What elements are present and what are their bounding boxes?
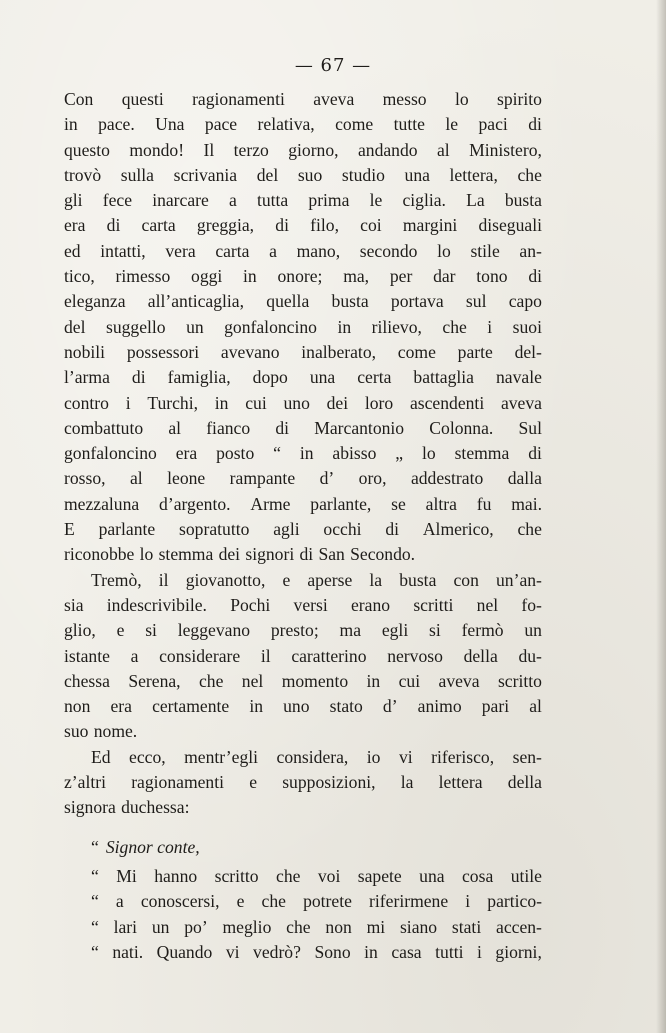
text-line: Ed ecco, mentr’egli considera, io vi riferisco, sen-	[91, 746, 542, 767]
text-line: z’altri ragionamenti e supposizioni, la lettera della	[64, 772, 542, 793]
text-line: “ a conoscersi, e che potrete riferirmene i partico-	[91, 891, 542, 912]
text-line: E parlante sopratutto agli occhi di Almerico, che	[64, 519, 542, 540]
text-line: signora duchessa:	[64, 797, 190, 818]
text-line: glio, e si leggevano presto; ma egli si fermò un	[64, 620, 542, 641]
text-line: mezzaluna d’argento. Arme parlante, se altra fu mai.	[64, 493, 542, 514]
letter-body	[64, 864, 542, 965]
text-line: rosso, al leone rampante d’ oro, addestrato dalla	[64, 468, 542, 489]
paragraph	[64, 745, 542, 821]
paragraph	[64, 87, 542, 568]
page-number: — 67 —	[294, 55, 372, 76]
text-line: Tremò, il giovanotto, e aperse la busta con un’an-	[91, 569, 542, 590]
paragraphs	[64, 87, 542, 821]
text-line: chessa Serena, che nel momento in cui aveva scritto	[64, 670, 542, 691]
text-line: in pace. Una pace relativa, come tutte le paci di	[64, 114, 542, 135]
letter-gap	[64, 821, 542, 835]
text-line: non era certamente in uno stato d’ animo pari al	[64, 696, 542, 717]
text-line: tico, rimesso oggi in onore; ma, per dar tono di	[64, 266, 542, 287]
text-line: suo nome.	[64, 721, 138, 742]
salutation-text: Signor conte,	[105, 836, 200, 857]
text-line: “ nati. Quando vi vedrò? Sono in casa tutti i giorni,	[91, 941, 542, 962]
page-edge-shadow	[656, 0, 666, 1033]
text-line: gonfaloncino era posto “ in abisso „ lo stemma di	[64, 443, 542, 464]
text-line: nobili possessori avevano inalberato, come parte del-	[64, 341, 542, 362]
text-line: gli fece inarcare a tutta prima le ciglia. La busta	[64, 190, 542, 211]
text-line: “ lari un po’ meglio che non mi siano stati accen-	[91, 916, 542, 937]
text-line: istante a considerare il caratterino nervoso della du-	[64, 645, 542, 666]
text-line: “ Mi hanno scritto che voi sapete una cosa utile	[91, 865, 542, 886]
paragraph	[64, 568, 542, 745]
letter-salutation	[64, 835, 542, 860]
text-line: ed intatti, vera carta a mano, secondo lo stile an-	[64, 240, 542, 261]
text-line: eleganza all’anticaglia, quella busta portava sul capo	[64, 291, 542, 312]
salutation-quote-mark: “	[91, 836, 99, 857]
text-line: contro i Turchi, in cui uno dei loro ascendenti aveva	[64, 392, 542, 413]
page-body	[64, 87, 542, 965]
text-line: combattuto al fianco di Marcantonio Colonna. Sul	[64, 417, 542, 438]
text-line: riconobbe lo stemma dei signori di San Secondo.	[64, 544, 416, 565]
text-line: questo mondo! Il terzo giorno, andando al Ministero,	[64, 139, 542, 160]
text-line: l’arma di famiglia, dopo una certa battaglia navale	[64, 367, 542, 388]
text-line: Con questi ragionamenti aveva messo lo spirito	[64, 89, 542, 109]
text-line: trovò sulla scrivania del suo studio una lettera, che	[64, 164, 542, 185]
text-line: era di carta greggia, di filo, coi margini diseguali	[64, 215, 542, 236]
text-line: del suggello un gonfaloncino in rilievo, che i suoi	[64, 316, 542, 337]
text-line: sia indescrivibile. Pochi versi erano scritti nel fo-	[64, 594, 542, 615]
